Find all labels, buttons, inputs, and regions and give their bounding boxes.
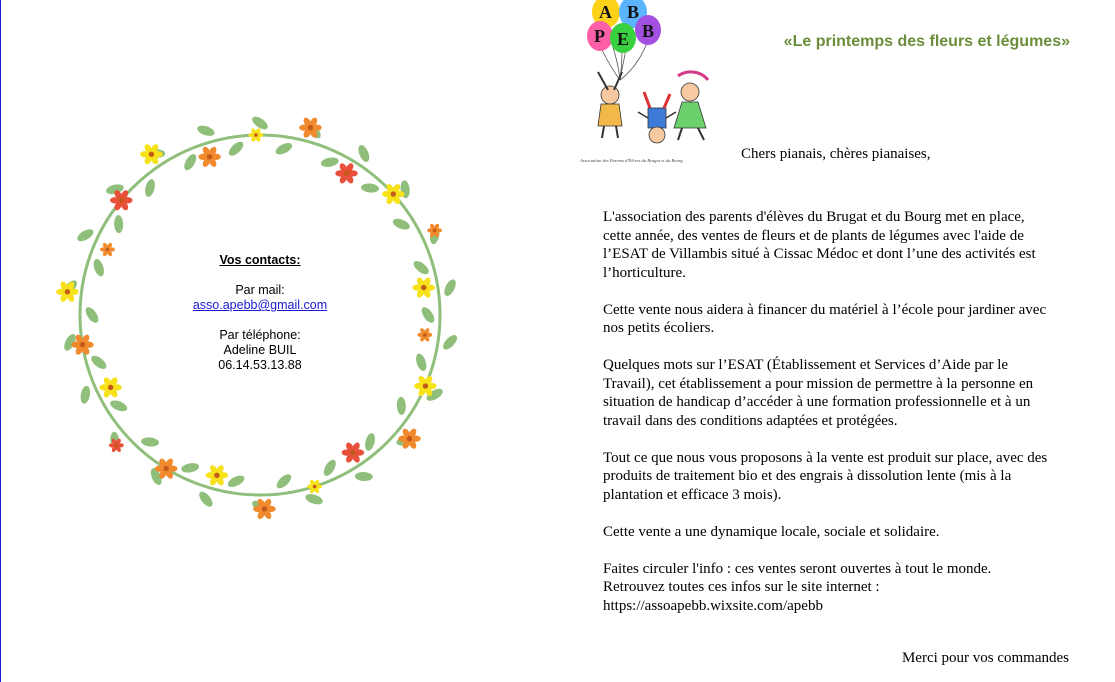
paragraph: Quelques mots sur l’ESAT (Établissement et Services d’Aide par le Travail), cet établissement a pour mission de permettre à la personne en situation de handicap d’accéder à une formation professionnelle et à un travail dans des conditions adaptées et protégées. xyxy=(603,357,1034,429)
leaf-icon xyxy=(75,227,95,244)
flyer-body xyxy=(603,208,1053,615)
phone-number: 06.14.53.13.88 xyxy=(218,358,302,372)
flower-icon xyxy=(307,479,322,494)
leaf-icon xyxy=(419,305,437,325)
logo-letter: B xyxy=(627,2,640,22)
leaf-icon xyxy=(355,472,373,482)
greeting: Chers pianais, chères pianaises, xyxy=(741,146,931,162)
leaf-icon xyxy=(442,278,458,298)
leaf-icon xyxy=(114,215,124,233)
flower-icon xyxy=(412,276,434,299)
contacts-heading: Vos contacts: xyxy=(219,253,301,267)
leaf-icon xyxy=(83,305,101,325)
leaf-icon xyxy=(181,462,200,474)
flower-icon xyxy=(248,128,263,143)
phone-contact-name: Adeline BUIL xyxy=(223,343,297,357)
leaf-icon xyxy=(363,432,376,452)
logo-letter: P xyxy=(594,26,605,46)
flower-icon xyxy=(342,441,364,464)
flower-icon xyxy=(140,143,163,166)
logo-caption: Association des Parents d'Élèves du Brugat et du Bourg xyxy=(580,158,683,163)
leaf-icon xyxy=(396,397,406,415)
leaf-icon xyxy=(109,398,129,413)
phone-label: Par téléphone: xyxy=(219,328,301,342)
window-left-edge xyxy=(0,0,1,682)
leaf-icon xyxy=(411,259,431,277)
thanks-line: Merci pour vos commandes xyxy=(901,650,1069,666)
paragraph: L'association des parents d'élèves du Brugat et du Bourg met en place, cette année, des ventes de fleurs et de plants de légumes avec l'aide de l’ESAT de Villambis situé à Cissac Médoc et dont l’une des activités est l’horticulture. xyxy=(603,209,1036,281)
leaf-icon xyxy=(361,183,380,194)
leaf-icon xyxy=(196,124,216,138)
closing-line: Faites circuler l'info : ces ventes seront ouvertes à tout le monde. xyxy=(603,560,992,577)
leaf-icon xyxy=(141,437,160,448)
flower-icon xyxy=(99,376,121,399)
leaf-icon xyxy=(414,352,428,372)
flower-icon xyxy=(198,146,221,169)
leaf-icon xyxy=(321,458,338,478)
logo-letter: E xyxy=(617,29,630,49)
leaf-icon xyxy=(89,353,109,371)
leaf-icon xyxy=(320,156,339,168)
leaf-icon xyxy=(92,258,106,278)
leaf-icon xyxy=(197,489,215,509)
logo-letter: A xyxy=(599,2,612,22)
leaf-icon xyxy=(226,473,246,489)
closing-block xyxy=(603,560,1053,616)
apebb-logo xyxy=(578,0,728,166)
logo-letter: B xyxy=(642,21,655,41)
paragraph: Cette vente a une dynamique locale, sociale et solidaire. xyxy=(603,523,940,540)
leaf-icon xyxy=(356,143,371,163)
flower-icon xyxy=(417,327,432,342)
flower-icon xyxy=(206,464,229,487)
leaf-icon xyxy=(226,139,245,158)
flower-icon xyxy=(100,242,115,257)
flower-icon xyxy=(398,427,420,450)
paragraph: Tout ce que nous vous proposons à la vente est produit sur place, avec des produits de traitement bio et des engrais à dissolution lente (mis à la plantation et efficace 3 mois). xyxy=(603,449,1048,503)
leaf-icon xyxy=(441,333,460,352)
email-link[interactable]: asso.apebb@gmail.com xyxy=(192,298,328,312)
leaf-icon xyxy=(143,178,156,198)
closing-line: Retrouvez toutes ces infos sur le site internet : xyxy=(603,579,880,595)
leaf-icon xyxy=(79,385,91,404)
leaf-icon xyxy=(182,152,199,172)
contacts-block xyxy=(160,253,360,373)
leaf-icon xyxy=(304,492,324,506)
children-illustration-icon xyxy=(598,72,708,143)
paragraph: Cette vente nous aidera à financer du matériel à l’école pour jardiner avec nos petits écoliers. xyxy=(603,301,1047,336)
mail-label: Par mail: xyxy=(235,283,285,297)
leaf-icon xyxy=(274,141,294,157)
website-url[interactable]: https://assoapebb.wixsite.com/apebb xyxy=(603,597,823,614)
flower-icon xyxy=(335,162,357,185)
flyer-title: «Le printemps des fleurs et légumes» xyxy=(783,33,1070,50)
leaf-icon xyxy=(274,472,293,491)
leaf-icon xyxy=(391,217,411,232)
